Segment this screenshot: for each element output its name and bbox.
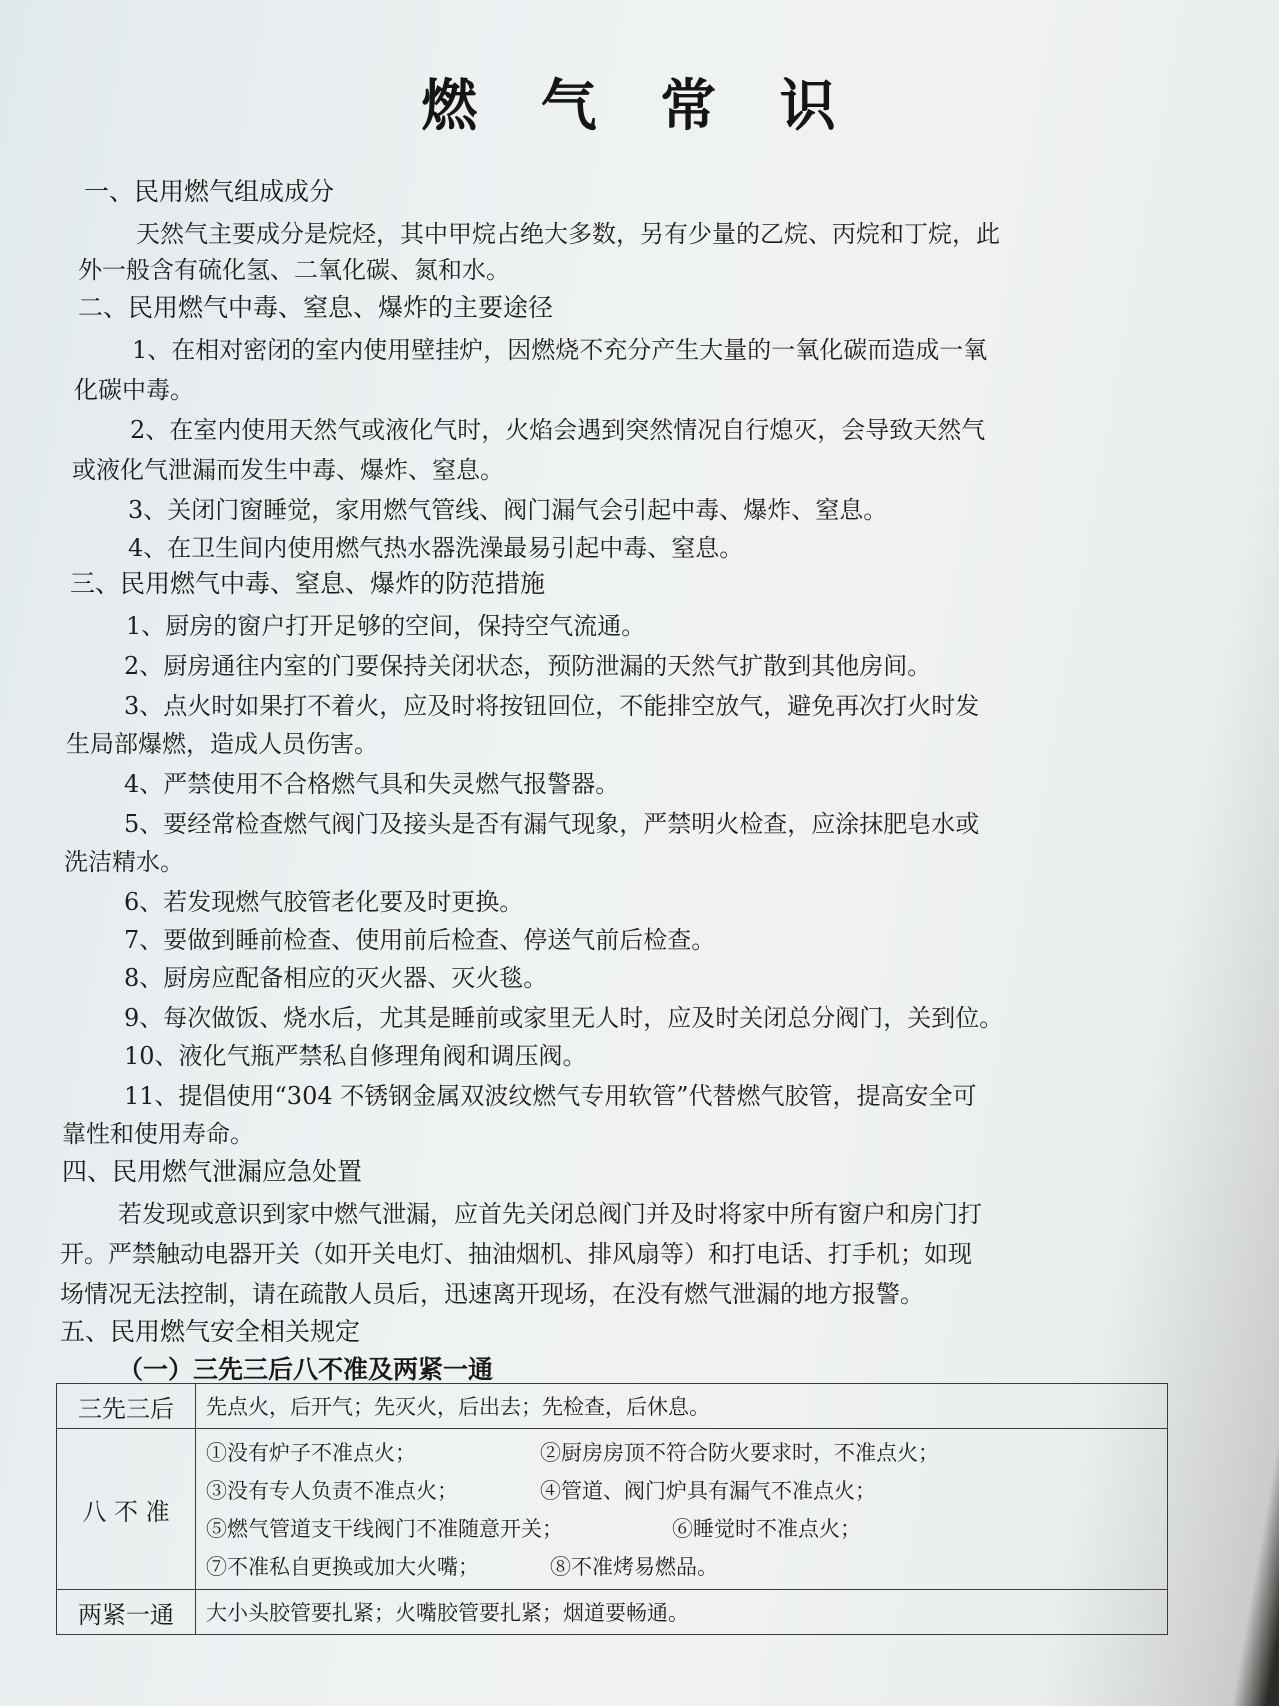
section-2-line: 或液化气泄漏而发生中毒、爆炸、窒息。 [72, 456, 504, 484]
row-label: 八 不 准 [57, 1429, 196, 1590]
section-2-heading: 二、民用燃气中毒、窒息、爆炸的主要途径 [78, 293, 554, 322]
table-row [57, 1590, 1168, 1635]
rule-line [206, 1471, 1157, 1509]
section-3-line: 9、每次做饭、烧水后，尤其是睡前或家里无人时，应及时关闭总分阀门，关到位。 [124, 1004, 1004, 1032]
table-row [57, 1429, 1168, 1590]
section-2-line: 4、在卫生间内使用燃气热水器洗澡最易引起中毒、窒息。 [128, 534, 744, 562]
rule-item: ②厨房房顶不符合防火要求时，不准点火； [540, 1441, 939, 1465]
section-3-line: 5、要经常检查燃气阀门及接头是否有漏气现象，严禁明火检查，应涂抹肥皂水或 [124, 810, 980, 838]
page-title: 燃 气 常 识 [421, 73, 858, 139]
section-4-heading: 四、民用燃气泄漏应急处置 [62, 1157, 363, 1186]
table-row [57, 1384, 1168, 1429]
section-4-line: 若发现或意识到家中燃气泄漏，应首先关闭总阀门并及时将家中所有窗户和房门打 [118, 1200, 982, 1228]
rule-item: ⑧不准烤易燃品。 [550, 1555, 718, 1579]
section-2-line: 化碳中毒。 [74, 376, 194, 404]
rule-item: ⑥睡觉时不准点火； [672, 1517, 861, 1541]
rules-table [56, 1383, 1168, 1635]
section-4-line: 场情况无法控制，请在疏散人员后，迅速离开现场，在没有燃气泄漏的地方报警。 [60, 1280, 924, 1308]
section-2-line: 1、在相对密闭的室内使用壁挂炉，因燃烧不充分产生大量的一氧化碳而造成一氧 [132, 336, 988, 364]
rule-item: ④管道、阀门炉具有漏气不准点火； [540, 1479, 876, 1503]
section-1-line: 天然气主要成分是烷烃，其中甲烷占绝大多数，另有少量的乙烷、丙烷和丁烷，此 [136, 220, 1000, 248]
section-3-line: 4、严禁使用不合格燃气具和失灵燃气报警器。 [124, 770, 620, 798]
rule-item: ③没有专人负责不准点火； [206, 1479, 458, 1503]
row-label: 三先三后 [57, 1384, 196, 1429]
row-label: 两紧一通 [57, 1590, 196, 1635]
section-3-heading: 三、民用燃气中毒、窒息、爆炸的防范措施 [70, 569, 546, 598]
section-3-line: 8、厨房应配备相应的灭火器、灭火毯。 [124, 964, 548, 992]
section-3-line: 3、点火时如果打不着火，应及时将按钮回位，不能排空放气，避免再次打火时发 [124, 692, 980, 720]
rule-line [206, 1433, 1157, 1471]
rule-item: ⑦不准私自更换或加大火嘴； [206, 1555, 479, 1579]
section-3-line: 1、厨房的窗户打开足够的空间，保持空气流通。 [126, 612, 646, 640]
rule-item: ①没有炉子不准点火； [206, 1441, 416, 1465]
section-3-line: 洗洁精水。 [64, 848, 184, 876]
rule-line [206, 1547, 1157, 1585]
section-2-line: 3、关闭门窗睡觉，家用燃气管线、阀门漏气会引起中毒、爆炸、窒息。 [128, 496, 888, 524]
section-3-line: 6、若发现燃气胶管老化要及时更换。 [124, 888, 524, 916]
section-4-line: 开。严禁触动电器开关（如开关电灯、抽油烟机、排风扇等）和打电话、打手机；如现 [60, 1240, 972, 1268]
section-1-line: 外一般含有硫化氢、二氧化碳、氮和水。 [78, 256, 510, 284]
rule-item: ⑤燃气管道支干线阀门不准随意开关； [206, 1517, 563, 1541]
row-value-list [196, 1429, 1168, 1590]
row-value: 大小头胶管要扎紧；火嘴胶管要扎紧；烟道要畅通。 [196, 1590, 1168, 1635]
section-5-subheading: （一）三先三后八不准及两紧一通 [118, 1355, 494, 1384]
rule-line [206, 1509, 1157, 1547]
section-3-line: 生局部爆燃，造成人员伤害。 [66, 730, 378, 758]
section-3-line: 2、厨房通往内室的门要保持关闭状态，预防泄漏的天然气扩散到其他房间。 [124, 652, 932, 680]
section-3-line: 7、要做到睡前检查、使用前后检查、停送气前后检查。 [124, 926, 716, 954]
section-1-heading: 一、民用燃气组成成分 [84, 177, 335, 206]
section-3-line: 10、液化气瓶严禁私自修理角阀和调压阀。 [124, 1042, 587, 1070]
section-3-line: 11、提倡使用“304 不锈钢金属双波纹燃气专用软管”代替燃气胶管，提高安全可 [124, 1082, 977, 1110]
row-value: 先点火，后开气；先灭火，后出去；先检查，后休息。 [196, 1384, 1168, 1429]
section-5-heading: 五、民用燃气安全相关规定 [60, 1317, 361, 1346]
section-3-line: 靠性和使用寿命。 [62, 1120, 254, 1148]
section-2-line: 2、在室内使用天然气或液化气时，火焰会遇到突然情况自行熄灭，会导致天然气 [130, 416, 986, 444]
